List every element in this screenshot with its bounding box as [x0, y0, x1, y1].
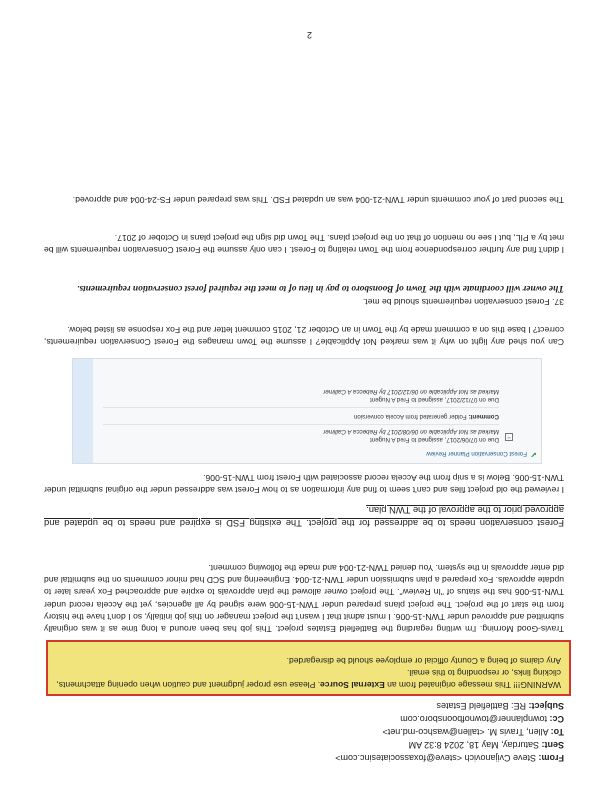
- from-label: From:: [538, 753, 564, 763]
- fox-response: The owner will coordinate with the Town of Boonsboro to pay in lieu of to meet the required forest conservation requirements.: [77, 283, 564, 293]
- cc-label: Cc:: [549, 714, 564, 724]
- comment-37: 37. Forest conservation requirements should be met.: [362, 297, 564, 307]
- accela-comment: [354, 412, 499, 420]
- external-source-warning-banner: [46, 640, 571, 696]
- to-line: [382, 725, 564, 738]
- row2-due: Due on 07/12/2017, assigned to Fred A Nugent: [370, 396, 499, 403]
- comment-label: Comment:: [468, 413, 499, 420]
- warning-text: WARNING!!! This message originated from an External Source. Please use proper judgment and caution when opening attachments, clicking links, or responding to this email.: [56, 668, 561, 690]
- body-paragraph-1: Travis-Good Morning. I'm writing regarding the Battlefield Estates project. This job has been around a long time as it was originally submitted and approved under TWN-15-006. I must admit that I wasn't the project manager on this job initially, so I don't have the history from the start of the project. The project plans prepared under TWN-15-006 were signed by all agencies, yet the Accela record under TWN-15-006 has the status of "In Review". The project owner allowed the plan approvals to expire and approached Fox years later to update approvals. Fox prepared a plan submission under TWN-21-004. Engineering and SCD had minor comments on the submittal and did enter approvals in the system. You denied TWN-21-004 and made the following comment.: [44, 562, 564, 634]
- accela-record-snip: [72, 358, 542, 464]
- to-value: Allen, Travis M. <tallen@washco-md.net>: [382, 727, 551, 737]
- from-value: Steve Cvijanovich <steve@foxassociatesinc.com>: [335, 753, 539, 763]
- accela-task-row-1: [323, 427, 499, 443]
- page-number: 2: [306, 30, 312, 40]
- forest-comment-quote: Forest conservation needs to be addressed for the project. The existing FSD is expired and needs to be updated and approved prior to the approval of the TWN plan.: [44, 505, 564, 529]
- to-label: To:: [550, 727, 564, 737]
- from-line: [335, 751, 564, 764]
- check-icon: ✔: [530, 450, 537, 459]
- sent-label: Sent:: [541, 740, 564, 750]
- accela-task-row-2: [323, 387, 499, 403]
- row1-due: Due on 07/06/2017, assigned to Fred A Nugent: [370, 436, 499, 443]
- subject-line: [436, 699, 564, 712]
- body-paragraph-3: I reviewed the old project files and can't seem to find any information as to how Forest was addressed under the original submittal under TWN-15-006. Below is a snip from the Accela record associated with Forest from TWN-15-006.: [44, 472, 564, 495]
- warning-line2: Any claims of being a County official or employee should be disregarded.: [286, 656, 561, 666]
- sent-line: [409, 738, 564, 751]
- row1-marked: Marked as Not Applicable on 06/08/2017 by Rebecca A Callimer: [323, 428, 499, 435]
- subject-value: RE: Battlefield Estates: [436, 701, 529, 711]
- cc-line: [400, 712, 564, 725]
- row2-marked: Marked as Not Applicable on 06/12/2017 by Rebecca A Callimer: [323, 388, 499, 395]
- collapse-box-icon: −: [505, 433, 513, 441]
- cc-value: townplanner@townofboonsboro.com: [400, 714, 550, 724]
- accela-side-bar: [73, 359, 93, 463]
- sent-value: Saturday, May 18, 2024 8:32 AM: [408, 740, 542, 750]
- body-paragraph-4: Can you shed any light on why it was marked Not Applicable? I assume the Town manages the Forest Conservation requirements, correct? I base this on a comment made by the Town in an October 21, 2015 comment letter and the Fox response as listed below.: [44, 324, 564, 347]
- warning-external-source: External Source: [320, 680, 385, 690]
- subject-label: Subject:: [528, 701, 564, 711]
- accela-task-title: Forest Conservation Planner Review: [426, 450, 527, 457]
- body-paragraph-7: I didn't find any further correspondence from the Town relating to Forest. I can only assume the Forest Conservation requirements will be met by a PIL, but I see no mention of that on the project plans. The Town did sign the project plans in October of 2017.: [44, 232, 564, 255]
- body-paragraph-8: The second part of your comments under TWN-21-004 was an updated FSD. This was prepared under FS-24-004 and approved.: [72, 195, 564, 205]
- comment-text: Folder generated from Accela conversion: [353, 413, 469, 420]
